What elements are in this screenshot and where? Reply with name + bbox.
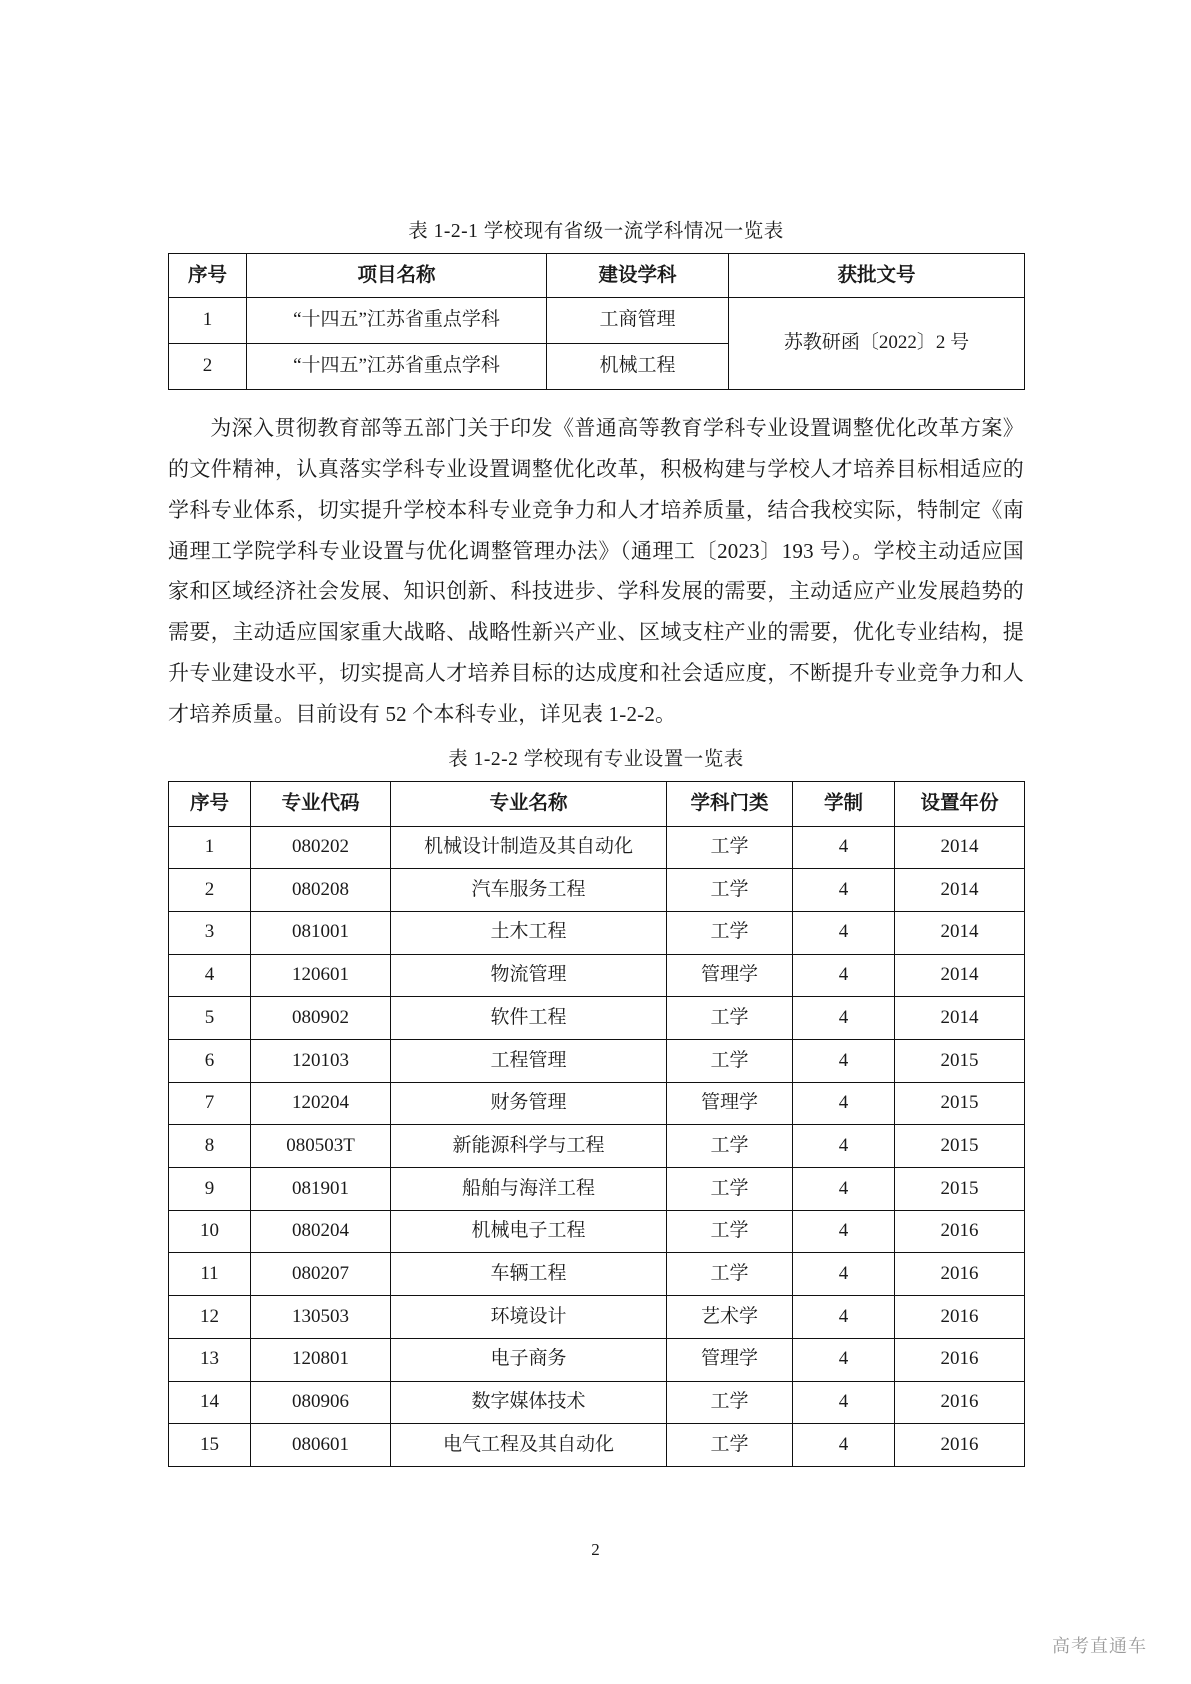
table2-cell-name: 数字媒体技术 <box>391 1381 667 1424</box>
table2-cell-no: 3 <box>169 911 251 954</box>
paragraph-text: 为深入贯彻教育部等五部门关于印发《普通高等教育学科专业设置调整优化改革方案》的文件精神，认真落实学科专业设置调整优化改革，积极构建与学校人才培养目标相适应的学科专业体系，切实提升学校本科专业竞争力和人才培养质量，结合我校实际，特制定《南通理工学院学科专业设置与优化调整管理办法》（通理工〔2023〕193 号）。学校主动适应国家和区域经济社会发展、知识创新、科技进步、学科发展的需要，主动适应产业发展趋势的需要，主动适应国家重大战略、战略性新兴产业、区域支柱产业的需要，优化专业结构，提升专业建设水平，切实提高人才培养目标的达成度和社会适应度，不断提升专业竞争力和人才培养质量。目前设有 52 个本科专业，详见表 1-2-2。 <box>168 415 1024 727</box>
table2-cell-name: 工程管理 <box>391 1040 667 1083</box>
table2-cell-no: 2 <box>169 869 251 912</box>
table2-cell-name: 软件工程 <box>391 997 667 1040</box>
table2-cell-category: 工学 <box>667 1125 793 1168</box>
table2-cell-duration: 4 <box>793 1381 895 1424</box>
table2-cell-code: 080207 <box>251 1253 391 1296</box>
table-row <box>169 997 1025 1040</box>
table2-cell-name: 车辆工程 <box>391 1253 667 1296</box>
table2-cell-year: 2014 <box>895 954 1025 997</box>
table2-cell-year: 2016 <box>895 1210 1025 1253</box>
page-number: 2 <box>591 1540 600 1559</box>
table2-cell-no: 15 <box>169 1424 251 1467</box>
table1-caption: 表 1-2-1 学校现有省级一流学科情况一览表 <box>408 221 784 242</box>
table1-cell-no: 1 <box>169 298 247 344</box>
table2-cell-duration: 4 <box>793 826 895 869</box>
table-row <box>169 1082 1025 1125</box>
table2-cell-name: 环境设计 <box>391 1296 667 1339</box>
table-header-row <box>169 782 1025 826</box>
table2-cell-category: 工学 <box>667 1168 793 1211</box>
table2-header-cell: 专业名称 <box>391 782 667 826</box>
table2-cell-duration: 4 <box>793 1424 895 1467</box>
table2-cell-year: 2014 <box>895 826 1025 869</box>
table2-cell-code: 080902 <box>251 997 391 1040</box>
table2-cell-category: 工学 <box>667 1253 793 1296</box>
table1-cell-name: “十四五”江苏省重点学科 <box>247 298 547 344</box>
table2-cell-no: 14 <box>169 1381 251 1424</box>
table2-cell-year: 2016 <box>895 1253 1025 1296</box>
table-row <box>169 1253 1025 1296</box>
table2-cell-category: 工学 <box>667 1210 793 1253</box>
table2-cell-year: 2015 <box>895 1125 1025 1168</box>
table2-header-cell: 学科门类 <box>667 782 793 826</box>
table-row <box>169 1296 1025 1339</box>
table2-cell-code: 080202 <box>251 826 391 869</box>
table2-cell-duration: 4 <box>793 1168 895 1211</box>
table2-cell-name: 机械电子工程 <box>391 1210 667 1253</box>
table-row <box>169 954 1025 997</box>
table2-cell-duration: 4 <box>793 1338 895 1381</box>
table2-cell-code: 130503 <box>251 1296 391 1339</box>
table-row <box>169 1381 1025 1424</box>
table2-block <box>168 743 1024 1467</box>
table2-cell-code: 080601 <box>251 1424 391 1467</box>
table2-cell-year: 2014 <box>895 911 1025 954</box>
table1-cell-name: “十四五”江苏省重点学科 <box>247 344 547 390</box>
table-row <box>169 1424 1025 1467</box>
table2-cell-code: 081901 <box>251 1168 391 1211</box>
table2-cell-name: 电子商务 <box>391 1338 667 1381</box>
table-majors-list <box>168 781 1025 1467</box>
table2-cell-duration: 4 <box>793 1125 895 1168</box>
table1-header-cell: 序号 <box>169 254 247 298</box>
table2-cell-no: 6 <box>169 1040 251 1083</box>
table2-cell-no: 5 <box>169 997 251 1040</box>
table2-cell-category: 工学 <box>667 1381 793 1424</box>
table-row <box>169 911 1025 954</box>
table2-cell-category: 工学 <box>667 911 793 954</box>
table2-cell-duration: 4 <box>793 1082 895 1125</box>
table2-cell-category: 艺术学 <box>667 1296 793 1339</box>
table2-cell-code: 120204 <box>251 1082 391 1125</box>
table2-cell-name: 机械设计制造及其自动化 <box>391 826 667 869</box>
table2-cell-year: 2014 <box>895 997 1025 1040</box>
table2-cell-code: 080208 <box>251 869 391 912</box>
table2-cell-duration: 4 <box>793 1296 895 1339</box>
table1-cell-discipline: 机械工程 <box>547 344 729 390</box>
table2-cell-year: 2015 <box>895 1040 1025 1083</box>
table2-header-cell: 学制 <box>793 782 895 826</box>
table2-cell-year: 2015 <box>895 1082 1025 1125</box>
table2-cell-no: 13 <box>169 1338 251 1381</box>
table2-cell-year: 2014 <box>895 869 1025 912</box>
table2-cell-name: 新能源科学与工程 <box>391 1125 667 1168</box>
table2-cell-code: 080906 <box>251 1381 391 1424</box>
table1-cell-approval-doc: 苏教研函〔2022〕2 号 <box>729 298 1025 389</box>
table2-cell-duration: 4 <box>793 997 895 1040</box>
table-row <box>169 1168 1025 1211</box>
page-content <box>168 215 1024 1467</box>
table2-cell-year: 2016 <box>895 1338 1025 1381</box>
table2-body <box>169 826 1025 1466</box>
table2-cell-code: 120801 <box>251 1338 391 1381</box>
table2-cell-no: 11 <box>169 1253 251 1296</box>
table2-cell-category: 工学 <box>667 997 793 1040</box>
table-row <box>169 1338 1025 1381</box>
table2-caption: 表 1-2-2 学校现有专业设置一览表 <box>448 749 744 771</box>
table2-cell-year: 2015 <box>895 1168 1025 1211</box>
table-row <box>169 1210 1025 1253</box>
table2-header-cell: 专业代码 <box>251 782 391 826</box>
table-row <box>169 1040 1025 1083</box>
body-paragraph <box>168 408 1024 736</box>
table2-header-cell: 设置年份 <box>895 782 1025 826</box>
table2-cell-code: 080503T <box>251 1125 391 1168</box>
table2-cell-no: 9 <box>169 1168 251 1211</box>
table1-header-cell: 项目名称 <box>247 254 547 298</box>
table2-cell-category: 工学 <box>667 1424 793 1467</box>
table2-cell-category: 管理学 <box>667 954 793 997</box>
table2-cell-duration: 4 <box>793 911 895 954</box>
table2-cell-name: 土木工程 <box>391 911 667 954</box>
table-header-row <box>169 254 1025 298</box>
table2-cell-category: 工学 <box>667 826 793 869</box>
table-provincial-disciplines <box>168 253 1025 390</box>
table2-cell-category: 管理学 <box>667 1082 793 1125</box>
watermark: 高考直通车 <box>1052 1636 1147 1656</box>
table2-cell-duration: 4 <box>793 1040 895 1083</box>
table1-cell-discipline: 工商管理 <box>547 298 729 344</box>
table1-header-cell: 获批文号 <box>729 254 1025 298</box>
table2-cell-code: 081001 <box>251 911 391 954</box>
table2-cell-no: 7 <box>169 1082 251 1125</box>
table2-cell-no: 12 <box>169 1296 251 1339</box>
table1-header-cell: 建设学科 <box>547 254 729 298</box>
table2-cell-duration: 4 <box>793 1210 895 1253</box>
table2-cell-duration: 4 <box>793 954 895 997</box>
table2-cell-category: 工学 <box>667 1040 793 1083</box>
table-row <box>169 826 1025 869</box>
table2-cell-category: 管理学 <box>667 1338 793 1381</box>
table2-cell-year: 2016 <box>895 1381 1025 1424</box>
table2-cell-year: 2016 <box>895 1296 1025 1339</box>
table2-cell-code: 120103 <box>251 1040 391 1083</box>
table2-cell-name: 汽车服务工程 <box>391 869 667 912</box>
table1-cell-no: 2 <box>169 344 247 390</box>
table2-cell-no: 8 <box>169 1125 251 1168</box>
table2-cell-no: 10 <box>169 1210 251 1253</box>
table-row <box>169 298 1025 344</box>
table2-header-cell: 序号 <box>169 782 251 826</box>
table2-cell-name: 电气工程及其自动化 <box>391 1424 667 1467</box>
table2-cell-no: 4 <box>169 954 251 997</box>
table2-cell-code: 080204 <box>251 1210 391 1253</box>
table2-cell-name: 船舶与海洋工程 <box>391 1168 667 1211</box>
table-row <box>169 869 1025 912</box>
table2-cell-duration: 4 <box>793 1253 895 1296</box>
table2-cell-name: 财务管理 <box>391 1082 667 1125</box>
table2-cell-category: 工学 <box>667 869 793 912</box>
table2-cell-duration: 4 <box>793 869 895 912</box>
table2-cell-year: 2016 <box>895 1424 1025 1467</box>
table2-cell-name: 物流管理 <box>391 954 667 997</box>
table2-cell-no: 1 <box>169 826 251 869</box>
table-row <box>169 1125 1025 1168</box>
table2-cell-code: 120601 <box>251 954 391 997</box>
